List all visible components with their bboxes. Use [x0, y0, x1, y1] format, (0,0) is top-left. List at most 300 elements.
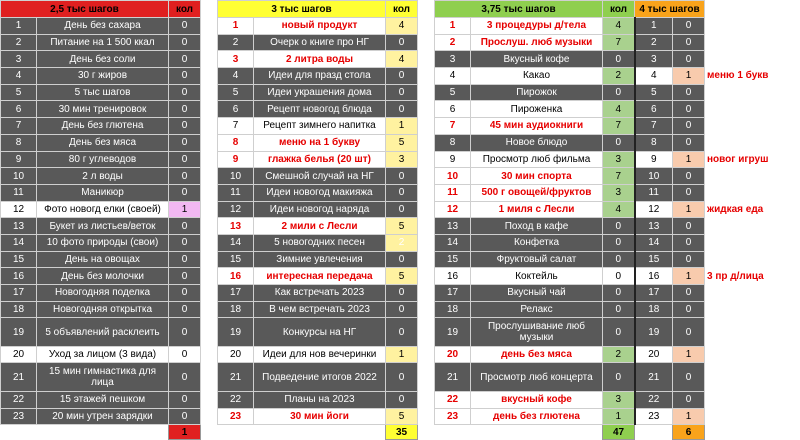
count-value: 0: [169, 268, 201, 285]
row-number: 16: [435, 268, 471, 285]
empty-cell: [418, 425, 435, 440]
count-value: 4: [603, 101, 635, 118]
separator: [201, 391, 218, 408]
row-number: 15: [635, 251, 673, 268]
task-label: Очерк о книге про НГ: [254, 34, 386, 51]
separator: [418, 84, 435, 101]
note-cell: 3 пр д/лица: [705, 268, 800, 285]
count-value: 0: [169, 363, 201, 391]
count-value: 2: [603, 346, 635, 363]
separator: [418, 318, 435, 346]
count-value: 0: [169, 84, 201, 101]
task-label: день без мяса: [471, 346, 603, 363]
row-number: 22: [1, 391, 37, 408]
separator: [201, 51, 218, 68]
task-label: интересная передача: [254, 268, 386, 285]
count-value: 1: [673, 68, 705, 85]
row-number: 3: [1, 51, 37, 68]
task-label: день без глютена: [471, 408, 603, 425]
row-number: 22: [635, 391, 673, 408]
empty-cell: [635, 425, 673, 440]
note-cell: [705, 251, 800, 268]
count-value: 0: [603, 251, 635, 268]
task-label: Новое блюдо: [471, 134, 603, 151]
row-number: 21: [1, 363, 37, 391]
task-label: Рецепт зимнего напитка: [254, 118, 386, 135]
task-label: В чем встречать 2023: [254, 301, 386, 318]
task-label: Подведение итогов 2022: [254, 363, 386, 391]
row-number: 9: [218, 151, 254, 168]
count-value: 0: [386, 168, 418, 185]
row-number: 7: [635, 118, 673, 135]
row-number: 4: [218, 68, 254, 85]
row-number: 14: [635, 234, 673, 251]
row-number: 4: [435, 68, 471, 85]
row-number: 17: [435, 285, 471, 302]
count-value: 1: [673, 346, 705, 363]
separator: [201, 268, 218, 285]
row-number: 4: [1, 68, 37, 85]
separator: [418, 391, 435, 408]
task-label: Смешной случай на НГ: [254, 168, 386, 185]
count-value: 0: [169, 118, 201, 135]
row-number: 16: [1, 268, 37, 285]
task-label: 1 миля с Лесли: [471, 201, 603, 218]
table-row: [1, 151, 800, 168]
row-number: 11: [435, 184, 471, 201]
separator: [201, 201, 218, 218]
separator: [201, 101, 218, 118]
row-number: 10: [1, 168, 37, 185]
task-label: Прослушивание люб музыки: [471, 318, 603, 346]
count-value: 0: [169, 234, 201, 251]
task-label: Коктейль: [471, 268, 603, 285]
task-label: 5 новогодних песен: [254, 234, 386, 251]
note-cell: [705, 318, 800, 346]
row-number: 7: [218, 118, 254, 135]
separator: [201, 151, 218, 168]
count-value: 5: [386, 218, 418, 235]
count-value: 0: [169, 391, 201, 408]
count-value: 5: [386, 268, 418, 285]
separator: [418, 285, 435, 302]
row-number: 9: [435, 151, 471, 168]
task-label: День без мяса: [37, 134, 169, 151]
task-label: 15 этажей пешком: [37, 391, 169, 408]
empty-cell: [435, 425, 471, 440]
task-label: 2 мили с Лесли: [254, 218, 386, 235]
row-number: 7: [1, 118, 37, 135]
count-value: 0: [169, 301, 201, 318]
task-label: Как встречать 2023: [254, 285, 386, 302]
count-value: 0: [386, 285, 418, 302]
count-value: 0: [673, 134, 705, 151]
separator: [418, 218, 435, 235]
row-number: 23: [218, 408, 254, 425]
table-row: [1, 118, 800, 135]
note-cell: [705, 118, 800, 135]
count-value: 0: [673, 51, 705, 68]
count-value: 0: [386, 184, 418, 201]
header-kol-2500: кол: [169, 1, 201, 18]
task-label: 80 г углеводов: [37, 151, 169, 168]
row-number: 17: [1, 285, 37, 302]
task-label: Конфетка: [471, 234, 603, 251]
row-number: 22: [218, 391, 254, 408]
count-value: 3: [603, 391, 635, 408]
header-section-3000: 3 тыс шагов: [218, 1, 386, 18]
count-value: 0: [169, 251, 201, 268]
total-3000: 35: [386, 425, 418, 440]
count-value: 0: [169, 151, 201, 168]
count-value: 7: [603, 118, 635, 135]
row-number: 21: [635, 363, 673, 391]
separator: [418, 151, 435, 168]
row-number: 11: [1, 184, 37, 201]
row-number: 17: [635, 285, 673, 302]
note-cell: [705, 34, 800, 51]
task-label: меню на 1 букву: [254, 134, 386, 151]
separator: [418, 134, 435, 151]
row-number: 6: [218, 101, 254, 118]
count-value: 3: [603, 184, 635, 201]
count-value: 0: [386, 301, 418, 318]
count-value: 0: [603, 84, 635, 101]
count-value: 0: [386, 34, 418, 51]
row-number: 15: [1, 251, 37, 268]
note-cell: [705, 234, 800, 251]
row-number: 18: [435, 301, 471, 318]
count-value: 0: [169, 408, 201, 425]
table-row: [1, 346, 800, 363]
task-label: 45 мин аудиокниги: [471, 118, 603, 135]
task-label: 2 л воды: [37, 168, 169, 185]
header-section-4000: 4 тыс шагов: [635, 1, 705, 18]
row-number: 2: [1, 34, 37, 51]
count-value: 3: [603, 151, 635, 168]
totals-row: [1, 425, 800, 440]
table-row: [1, 51, 800, 68]
separator: [418, 268, 435, 285]
separator: [418, 101, 435, 118]
separator: [418, 51, 435, 68]
table-row: [1, 251, 800, 268]
row-number: 2: [435, 34, 471, 51]
count-value: 0: [673, 391, 705, 408]
table-row: [1, 134, 800, 151]
separator: [201, 363, 218, 391]
row-number: 10: [635, 168, 673, 185]
count-value: 1: [673, 201, 705, 218]
task-label: 30 мин тренировок: [37, 101, 169, 118]
table-row: [1, 18, 800, 35]
task-label: Идеи новогод макияжа: [254, 184, 386, 201]
task-label: 30 мин йоги: [254, 408, 386, 425]
row-number: 22: [435, 391, 471, 408]
count-value: 1: [673, 268, 705, 285]
separator: [418, 168, 435, 185]
count-value: 0: [169, 51, 201, 68]
row-number: 8: [1, 134, 37, 151]
row-number: 18: [1, 301, 37, 318]
row-number: 1: [1, 18, 37, 35]
task-label: глажка белья (20 шт): [254, 151, 386, 168]
task-label: Прослуш. люб музыки: [471, 34, 603, 51]
count-value: 0: [603, 318, 635, 346]
note-cell: [705, 285, 800, 302]
separator: [418, 1, 435, 18]
row-number: 6: [435, 101, 471, 118]
table-row: [1, 234, 800, 251]
task-label: 2 литра воды: [254, 51, 386, 68]
row-number: 19: [1, 318, 37, 346]
empty-cell: [1, 425, 37, 440]
row-number: 6: [1, 101, 37, 118]
row-number: 13: [1, 218, 37, 235]
task-label: Релакс: [471, 301, 603, 318]
row-number: 21: [218, 363, 254, 391]
row-number: 23: [435, 408, 471, 425]
row-number: 13: [218, 218, 254, 235]
separator: [201, 168, 218, 185]
row-number: 16: [218, 268, 254, 285]
count-value: 0: [603, 363, 635, 391]
count-value: 0: [169, 318, 201, 346]
empty-cell: [201, 425, 218, 440]
row-number: 18: [218, 301, 254, 318]
note-cell: [705, 391, 800, 408]
row-number: 2: [218, 34, 254, 51]
row-number: 16: [635, 268, 673, 285]
row-number: 8: [435, 134, 471, 151]
row-number: 14: [435, 234, 471, 251]
separator: [201, 234, 218, 251]
table-row: [1, 68, 800, 85]
note-cell: [705, 168, 800, 185]
header-section-2500: 2,5 тыс шагов: [1, 1, 169, 18]
task-label: Поход в кафе: [471, 218, 603, 235]
row-number: 5: [1, 84, 37, 101]
task-label: Идеи для празд стола: [254, 68, 386, 85]
table-row: [1, 408, 800, 425]
note-cell: меню 1 букв: [705, 68, 800, 85]
row-number: 12: [218, 201, 254, 218]
note-cell: [705, 1, 800, 18]
note-cell: новог игруш: [705, 151, 800, 168]
task-label: Вкусный чай: [471, 285, 603, 302]
count-value: 0: [169, 218, 201, 235]
empty-cell: [37, 425, 169, 440]
task-label: 500 г овощей/фруктов: [471, 184, 603, 201]
row-number: 7: [435, 118, 471, 135]
separator: [201, 134, 218, 151]
count-value: 0: [673, 301, 705, 318]
table-row: [1, 285, 800, 302]
count-value: 0: [673, 184, 705, 201]
task-label: 15 мин гимнастика для лица: [37, 363, 169, 391]
row-number: 1: [635, 18, 673, 35]
row-number: 19: [435, 318, 471, 346]
row-number: 18: [635, 301, 673, 318]
count-value: 3: [386, 151, 418, 168]
count-value: 0: [603, 301, 635, 318]
task-label: 3 процедуры д/тела: [471, 18, 603, 35]
task-label: Фруктовый салат: [471, 251, 603, 268]
row-number: 14: [218, 234, 254, 251]
header-kol-3750: кол: [603, 1, 635, 18]
row-number: 19: [635, 318, 673, 346]
task-label: Просмотр люб концерта: [471, 363, 603, 391]
row-number: 15: [218, 251, 254, 268]
table-row: [1, 218, 800, 235]
task-label: Идеи украшения дома: [254, 84, 386, 101]
count-value: 1: [673, 408, 705, 425]
row-number: 9: [635, 151, 673, 168]
row-number: 4: [635, 68, 673, 85]
task-label: Питание на 1 500 ккал: [37, 34, 169, 51]
separator: [201, 118, 218, 135]
table-row: [1, 184, 800, 201]
row-number: 1: [435, 18, 471, 35]
count-value: 0: [386, 84, 418, 101]
note-cell: жидкая еда: [705, 201, 800, 218]
count-value: 0: [386, 68, 418, 85]
task-label: Новогодняя поделка: [37, 285, 169, 302]
count-value: 0: [169, 285, 201, 302]
total-4000: 6: [673, 425, 705, 440]
separator: [418, 118, 435, 135]
task-label: День без молочки: [37, 268, 169, 285]
row-number: 20: [1, 346, 37, 363]
count-value: 0: [673, 118, 705, 135]
task-label: День без глютена: [37, 118, 169, 135]
count-value: 0: [603, 234, 635, 251]
separator: [201, 84, 218, 101]
count-value: 1: [169, 201, 201, 218]
count-value: 2: [386, 234, 418, 251]
table-row: [1, 301, 800, 318]
empty-cell: [254, 425, 386, 440]
separator: [201, 68, 218, 85]
note-cell: [705, 51, 800, 68]
table-row: [1, 363, 800, 391]
separator: [201, 251, 218, 268]
header-row: [1, 1, 800, 18]
row-number: 20: [635, 346, 673, 363]
table-row: [1, 201, 800, 218]
row-number: 3: [218, 51, 254, 68]
empty-cell: [471, 425, 603, 440]
row-number: 8: [635, 134, 673, 151]
row-number: 5: [218, 84, 254, 101]
task-label: 30 г жиров: [37, 68, 169, 85]
count-value: 0: [386, 101, 418, 118]
count-value: 0: [673, 101, 705, 118]
header-section-3750: 3,75 тыс шагов: [435, 1, 603, 18]
row-number: 13: [635, 218, 673, 235]
count-value: 0: [169, 101, 201, 118]
task-label: Какао: [471, 68, 603, 85]
count-value: 0: [169, 184, 201, 201]
table-row: [1, 84, 800, 101]
separator: [418, 34, 435, 51]
count-value: 0: [603, 268, 635, 285]
note-cell: [705, 346, 800, 363]
task-label: Уход за лицом (3 вида): [37, 346, 169, 363]
separator: [201, 408, 218, 425]
note-cell: [705, 18, 800, 35]
note-cell: [705, 301, 800, 318]
task-label: Маникюр: [37, 184, 169, 201]
count-value: 1: [386, 118, 418, 135]
count-value: 0: [386, 201, 418, 218]
row-number: 12: [435, 201, 471, 218]
row-number: 12: [635, 201, 673, 218]
task-label: Рецепт новогод блюда: [254, 101, 386, 118]
separator: [201, 318, 218, 346]
task-label: День без сахара: [37, 18, 169, 35]
count-value: 0: [673, 168, 705, 185]
count-value: 0: [169, 68, 201, 85]
task-label: Вкусный кофе: [471, 51, 603, 68]
count-value: 0: [386, 251, 418, 268]
total-3750: 47: [603, 425, 635, 440]
row-number: 21: [435, 363, 471, 391]
row-number: 2: [635, 34, 673, 51]
separator: [201, 34, 218, 51]
row-number: 3: [435, 51, 471, 68]
count-value: 0: [673, 363, 705, 391]
count-value: 0: [673, 218, 705, 235]
note-cell: [705, 363, 800, 391]
row-number: 5: [435, 84, 471, 101]
row-number: 8: [218, 134, 254, 151]
count-value: 0: [673, 285, 705, 302]
count-value: 0: [169, 346, 201, 363]
task-label: День без соли: [37, 51, 169, 68]
row-number: 20: [218, 346, 254, 363]
count-value: 0: [169, 18, 201, 35]
total-2500: 1: [169, 425, 201, 440]
count-value: 4: [386, 18, 418, 35]
separator: [201, 346, 218, 363]
note-cell: [705, 84, 800, 101]
count-value: 0: [169, 34, 201, 51]
separator: [418, 201, 435, 218]
count-value: 2: [603, 68, 635, 85]
task-label: Зимние увлечения: [254, 251, 386, 268]
task-label: Планы на 2023: [254, 391, 386, 408]
separator: [418, 408, 435, 425]
empty-cell: [218, 425, 254, 440]
row-number: 11: [218, 184, 254, 201]
count-value: 1: [673, 151, 705, 168]
note-cell: [705, 184, 800, 201]
row-number: 11: [635, 184, 673, 201]
count-value: 4: [603, 201, 635, 218]
separator: [418, 251, 435, 268]
count-value: 1: [386, 346, 418, 363]
table-row: [1, 168, 800, 185]
task-label: Идеи для нов вечеринки: [254, 346, 386, 363]
table-row: [1, 101, 800, 118]
count-value: 0: [603, 218, 635, 235]
task-label: 20 мин утрен зарядки: [37, 408, 169, 425]
row-number: 19: [218, 318, 254, 346]
row-number: 3: [635, 51, 673, 68]
task-label: Пироженка: [471, 101, 603, 118]
count-value: 0: [169, 134, 201, 151]
